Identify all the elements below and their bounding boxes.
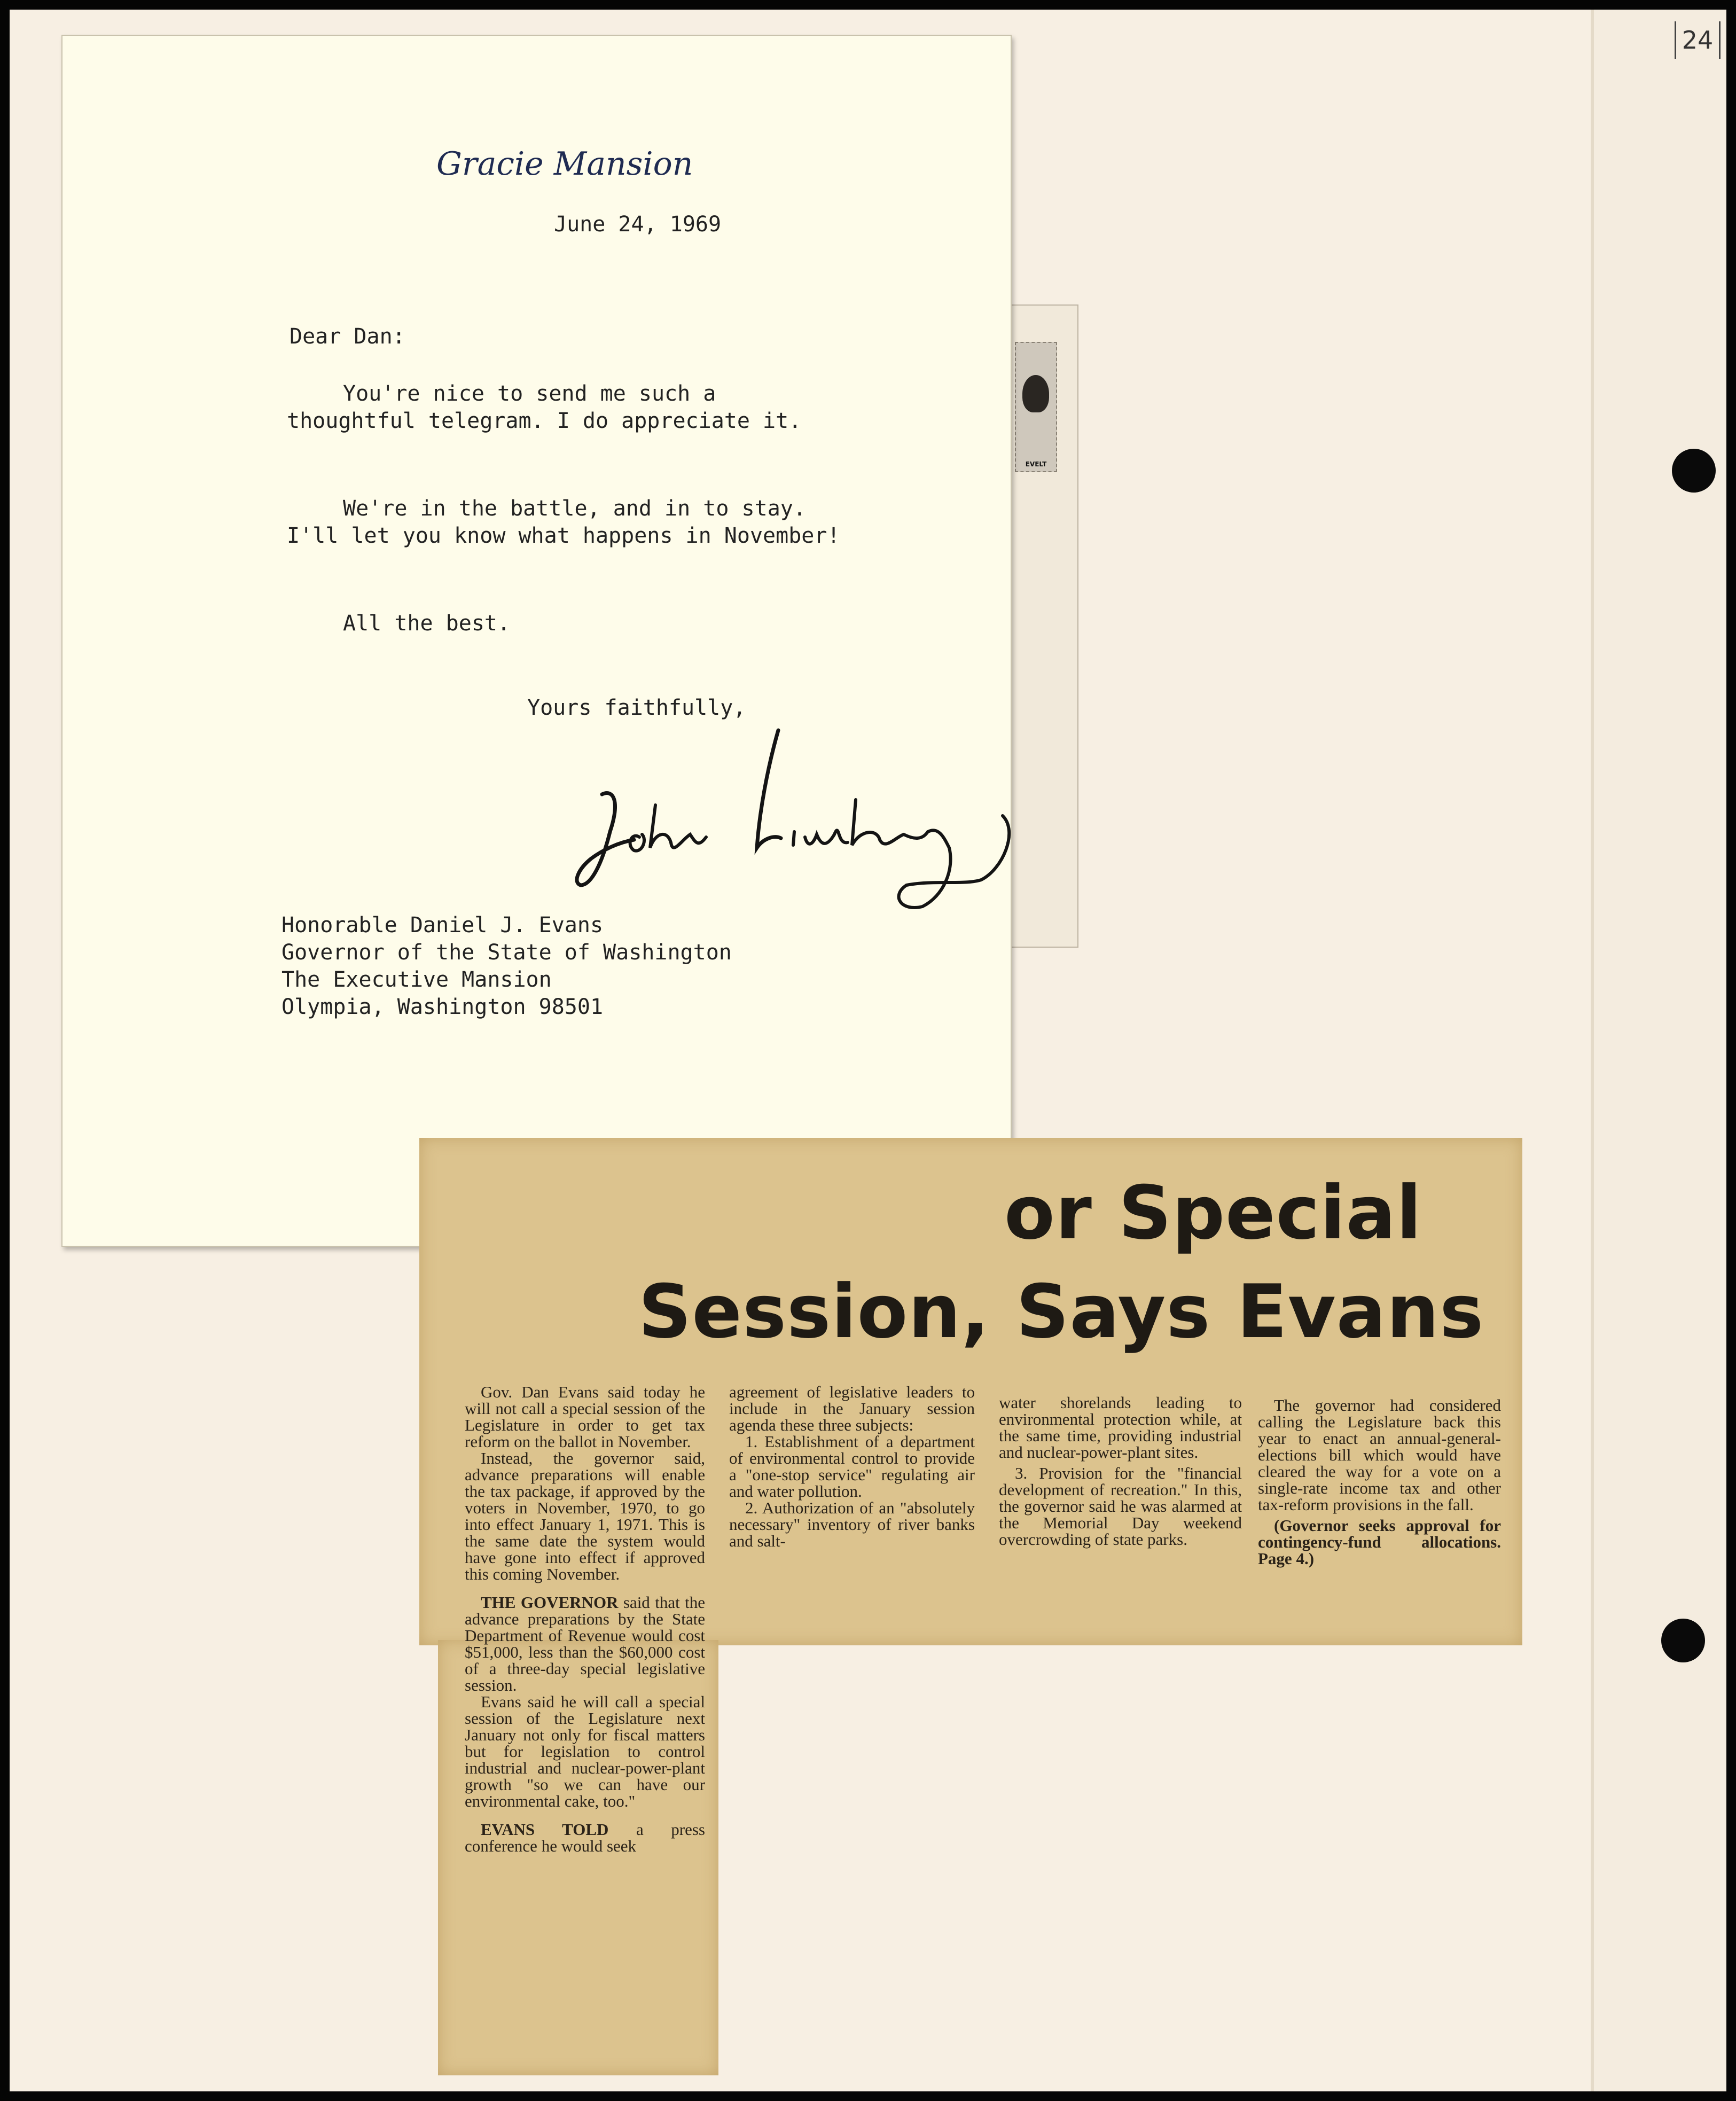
signature	[570, 725, 1045, 917]
article-paragraph: 2. Authorization of an "absolutely necessary" inventory of river banks and salt-	[729, 1498, 975, 1550]
letter-date: June 24, 1969	[554, 212, 722, 237]
address-line: Governor of the State of Washington	[281, 940, 732, 965]
article-paragraph: 3. Provision for the "financial development of recreation." In this, the governor said he was alarmed at the Memorial Day weekend overcrowding of state parks.	[999, 1464, 1242, 1549]
letter-paragraph: All the best.	[343, 611, 511, 636]
address-line: The Executive Mansion	[281, 967, 552, 992]
lead-in: EVANS TOLD	[481, 1820, 609, 1839]
article-paragraph: agreement of legislative leaders to include in the January session agenda these three subjects:	[729, 1383, 975, 1434]
postage-stamp	[1015, 342, 1057, 472]
article-column	[729, 1384, 975, 1549]
address-line: Honorable Daniel J. Evans	[281, 913, 604, 938]
article-paragraph: (Governor seeks approval for contingency-fund allocations. Page 4.)	[1258, 1516, 1501, 1568]
headline-line: or Special	[1004, 1170, 1422, 1256]
article-paragraph: 1. Establishment of a department of environmental control to provide a "one-stop service" regulating air and water pollution.	[729, 1432, 975, 1501]
article-paragraph: Gov. Dan Evans said today he will not call a special session of the Legislature in order to get tax reform on the ballot in November.	[465, 1383, 705, 1451]
article-paragraph: water shorelands leading to environmental protection while, at the same time, providing industrial and nuclear-power-plant sites.	[999, 1393, 1242, 1462]
binding-strip	[1594, 10, 1726, 2091]
paragraph-body: said that the advance preparations by the State Department of Revenue would cost $51,000, less than the $60,000 cost of a three-day special legislative session.	[465, 1593, 705, 1694]
lead-in: THE GOVERNOR	[481, 1593, 619, 1612]
article-paragraph: Evans said he will call a special session of the Legislature next January not only for fiscal matters but for legislation to control industrial and nuclear-power-plant growth "so we can have our environmental cake, too."	[465, 1692, 705, 1810]
paragraph-body: a press conference he would seek	[465, 1820, 705, 1855]
recipient-address	[281, 912, 732, 1021]
stamp-text: EVELT	[1025, 460, 1047, 468]
page-number: 24	[1675, 21, 1721, 59]
article-column	[1258, 1397, 1501, 1567]
article-paragraph	[465, 1594, 705, 1693]
letter	[61, 35, 1012, 1247]
portrait-icon	[1022, 375, 1049, 412]
address-line: Olympia, Washington 98501	[281, 995, 604, 1019]
article-paragraph: The governor had considered calling the Legislature back this year to enact an annual-general-elections bill which would have cleared the way for a vote on a single-rate income tax and other tax-reform provisions in the fall.	[1258, 1396, 1501, 1514]
letterhead: Gracie Mansion	[436, 145, 693, 183]
article-column	[999, 1394, 1242, 1548]
binder-hole	[1661, 1619, 1705, 1662]
binder-hole	[1672, 449, 1716, 493]
letter-paragraph: You're nice to send me such a thoughtful telegram. I do appreciate it.	[287, 381, 802, 433]
article-column	[465, 1384, 705, 1854]
article-paragraph: Instead, the governor said, advance preparations will enable the tax package, if approved by the voters in November, 1970, to go into effect January 1, 1971. This is the same date the system would have gone into effect if approved this coming November.	[465, 1449, 705, 1583]
headline-line: Session, Says Evans	[638, 1269, 1484, 1355]
letter-paragraph: We're in the battle, and in to stay. I'll let you know what happens in November!	[287, 496, 840, 548]
letter-closing: Yours faithfully,	[527, 696, 746, 720]
article-paragraph	[465, 1821, 705, 1854]
salutation: Dear Dan:	[290, 324, 405, 349]
